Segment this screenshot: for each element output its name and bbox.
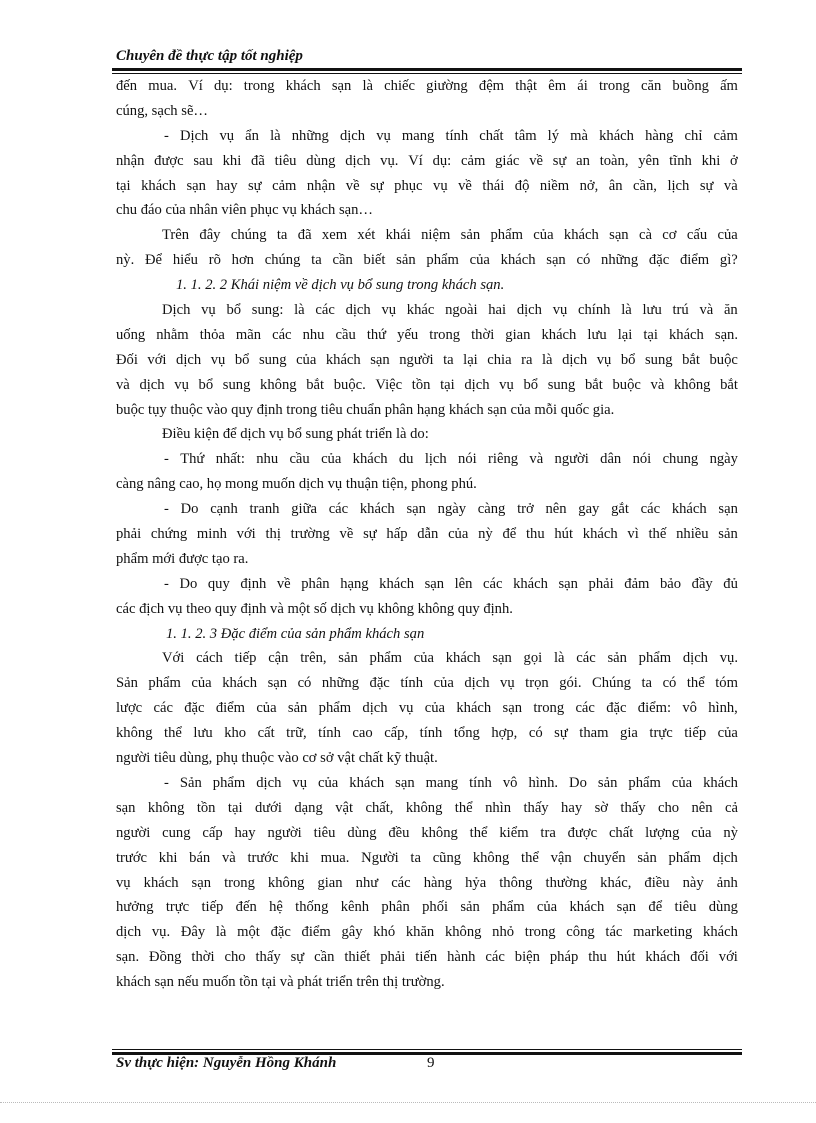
text-line: người cung cấp hay người tiêu dùng đều không thể kiểm tra được chất lượng của nỳ — [116, 824, 738, 841]
text-line: uống nhằm thỏa mãn các nhu cầu thứ yếu trong thời gian khách lưu lại tại khách sạn. — [116, 326, 738, 343]
bullet-line: - Dịch vụ ẩn là những dịch vụ mang tính chất tâm lý mà khách hàng chỉ cảm — [164, 127, 738, 144]
text-line: nỳ. Để hiểu rõ hơn chúng ta cần biết sản phẩm của khách sạn có những đặc điểm gì? — [116, 252, 738, 269]
paragraph-start: Dịch vụ bổ sung: là các dịch vụ khác ngoài hai dịch vụ chính là lưu trú và ăn — [162, 302, 738, 319]
text-line: các địch vụ theo quy định và một số dịch vụ không không quy định. — [116, 600, 513, 617]
text-line: cúng, sạch sẽ… — [116, 102, 209, 119]
text-line: tại khách sạn hay sự cảm nhận về sự phục vụ về thái độ niềm nở, ân cần, lịch sự và — [116, 177, 738, 194]
text-line: đến mua. Ví dụ: trong khách sạn là chiếc giường đệm thật êm ái trong căn buồng ấm — [116, 78, 738, 94]
text-line: càng nâng cao, họ mong muốn dịch vụ thuận tiện, phong phú. — [116, 476, 477, 493]
text-line: phẩm mới được tạo ra. — [116, 550, 249, 567]
text-line: khách sạn nếu muốn tồn tại và phát triển trên thị trường. — [116, 974, 445, 991]
text-line: và dịch vụ bổ sung không bắt buộc. Việc tồn tại dịch vụ bổ sung bắt buộc và không bắt — [116, 376, 738, 393]
document-body — [116, 74, 738, 995]
paragraph-start: Trên đây chúng ta đã xem xét khái niệm sản phẩm của khách sạn cà cơ cấu của — [162, 227, 738, 244]
footer-author: Sv thực hiện: Nguyễn Hồng Khánh — [116, 1055, 337, 1071]
text-line: phải chứng minh với thị trường về sự hấp dẫn của nỳ để thu hút khách vì thế nhiều sản — [116, 526, 738, 543]
bullet-line: - Thứ nhất: nhu cầu của khách du lịch nói riêng và người dân nói chung ngày — [164, 451, 738, 468]
section-heading: 1. 1. 2. 3 Đặc điểm của sản phẩm khách sạn — [166, 625, 425, 642]
text-line: người tiêu dùng, phụ thuộc vào cơ sở vật chất kỹ thuật. — [116, 750, 438, 767]
paragraph-start: Điều kiện để dịch vụ bổ sung phát triển là do: — [162, 426, 429, 443]
text-line: hưởng trực tiếp đến hệ thống kênh phân phối sản phẩm của khách sạn để tiêu dùng — [116, 899, 738, 916]
text-line: Sản phẩm của khách sạn có những đặc tính của dịch vụ trọn gói. Chúng ta có thể tóm — [116, 675, 738, 692]
text-line: trước khi bán và trước khi mua. Người ta cũng không thể vận chuyển sản phẩm dịch — [116, 849, 738, 866]
paragraph-start: Với cách tiếp cận trên, sản phẩm của khách sạn gọi là các sản phẩm dịch vụ. — [162, 650, 738, 667]
page-number: 9 — [427, 1055, 435, 1071]
text-line: không thể lưu kho cất trữ, tính cao cấp, tính tổng hợp, có sự tham gia trực tiếp của — [116, 725, 738, 742]
bullet-line: - Do cạnh tranh giữa các khách sạn ngày càng trở nên gay gắt các khách sạn — [164, 501, 738, 518]
text-line: nhận được sau khi đã tiêu dùng dịch vụ. Ví dụ: cảm giác về sự an toàn, yên tĩnh khi ở — [116, 152, 738, 169]
text-line: buộc tụy thuộc vào quy định trong tiêu chuẩn phân hạng khách sạn của mỗi quốc gia. — [116, 401, 615, 418]
text-line: Đối với dịch vụ bổ sung của khách sạn người ta lại chia ra là dịch vụ bổ sung bắt buộc — [116, 351, 738, 368]
section-heading: 1. 1. 2. 2 Khái niệm về dịch vụ bổ sung trong khách sạn. — [176, 277, 505, 294]
text-line: vụ khách sạn trong không gian như các hàng hỷa thông thường khác, điều này ảnh — [116, 874, 738, 891]
page-bottom-divider — [0, 1102, 816, 1103]
text-line: sạn không tồn tại dưới dạng vật chất, không thể nhìn thấy hay sờ thấy cho nên cả — [116, 799, 738, 816]
text-line: lược các đặc điểm của sản phẩm dịch vụ của khách sạn trong các đặc điểm: vô hình, — [116, 700, 738, 717]
text-line: sạn. Đồng thời cho thấy sự cần thiết phải tiến hành các biện pháp thu hút khách đối với — [116, 949, 738, 966]
bullet-line: - Sản phẩm dịch vụ của khách sạn mang tính vô hình. Do sản phẩm của khách — [164, 774, 738, 791]
running-header: Chuyên đề thực tập tốt nghiệp — [116, 48, 303, 64]
bullet-line: - Do quy định về phân hạng khách sạn lên các khách sạn phải đảm bảo đầy đủ — [164, 575, 738, 592]
text-line: chu đáo của nhân viên phục vụ khách sạn… — [116, 202, 374, 219]
text-line: dịch vụ. Đây là một đặc điểm gây khó khăn không nhỏ trong công tác marketing khách — [116, 924, 738, 941]
